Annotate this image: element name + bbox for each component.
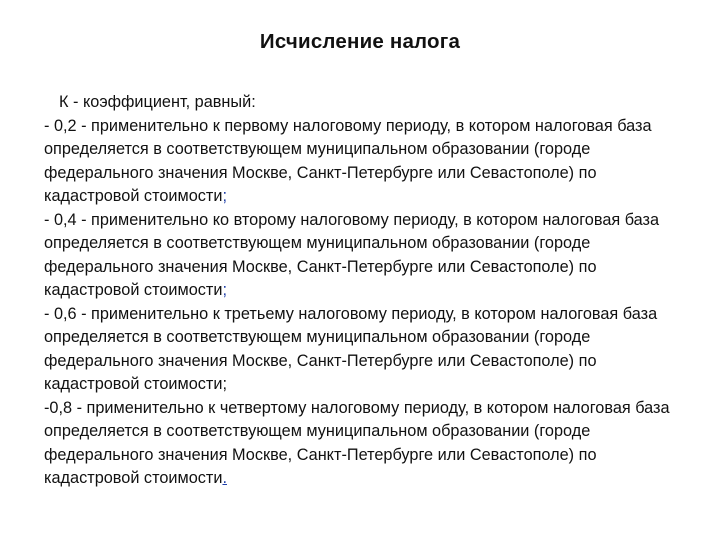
slide-title: Исчисление налога [259,30,461,53]
item-end-mark: ; [222,187,227,205]
item-prefix: - [44,116,54,135]
coefficient-intro: К - коэффициент, равный: [59,93,256,111]
item-end-mark: . [222,469,227,487]
coefficient-item-2 [44,209,684,303]
item-end-mark: ; [222,375,227,393]
coefficient-item-3 [44,303,684,397]
item-prefix: - [44,398,50,417]
slide-body [44,91,684,491]
item-text: - применительно к первому налоговому периоду, в котором налоговая база определяется в соответствующем муниципальном образовании (городе федерального значения Москве, Санкт-Петербурге или Севастополе) по кадастровой стоимости [44,116,652,205]
item-end-mark: ; [222,281,227,299]
item-text: - применительно к четвертому налоговому периоду, в котором налоговая база определяется в соответствующем муниципальном образовании (городе федерального значения Москве, Санкт-Петербурге или Севастополе) по кадастровой стоимости [44,398,670,487]
coefficient-item-1 [44,115,684,209]
coefficient-value: 0,2 [53,116,77,135]
coefficient-item-4 [44,397,684,491]
coefficient-value: 0,8 [49,398,73,417]
coefficient-value: 0,4 [53,210,77,229]
item-prefix: - [44,304,54,323]
coefficient-value: 0,6 [53,304,77,323]
item-prefix: - [44,210,54,229]
item-text: - применительно к третьему налоговому периоду, в котором налоговая база определяется в соответствующем муниципальном образовании (городе федерального значения Москве, Санкт-Петербурге или Севастополе) по кадастровой стоимости [44,304,658,393]
item-text: - применительно ко второму налоговому периоду, в котором налоговая база определяется в соответствующем муниципальном образовании (городе федерального значения Москве, Санкт-Петербурге или Севастополе) по кадастровой стоимости [44,210,660,299]
